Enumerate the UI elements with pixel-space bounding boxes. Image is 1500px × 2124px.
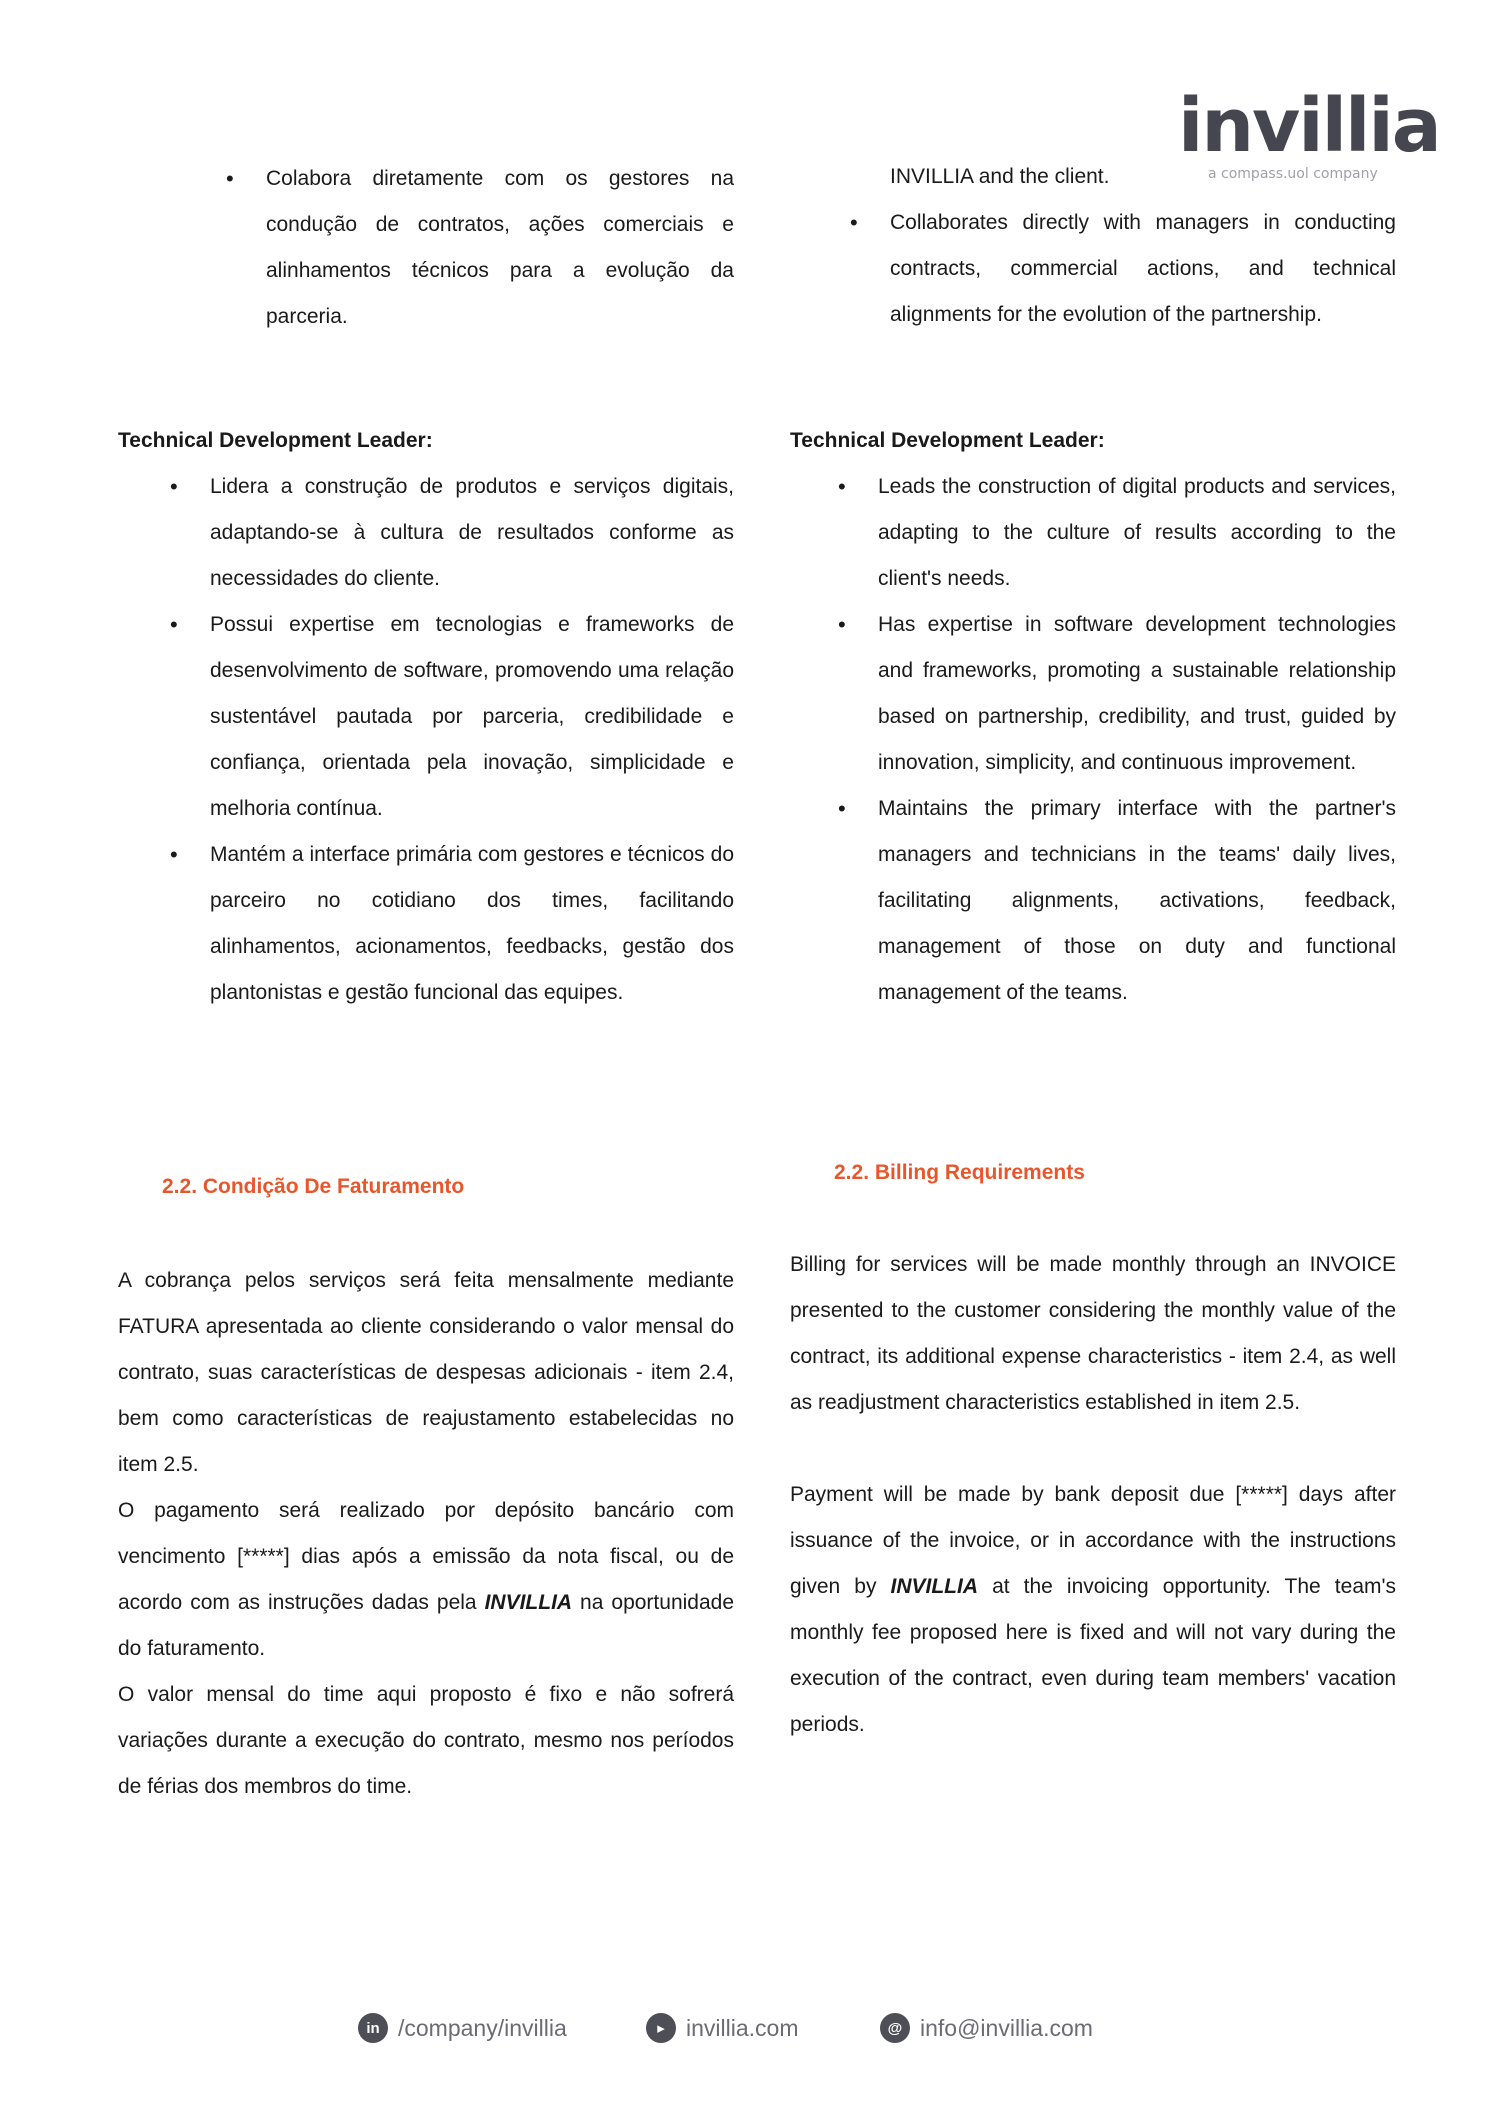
right-leader-bullet-2: • Has expertise in software development technologies and frameworks, promoting a sustainable relationship based on partnership, credibility, and trust, guided by innovation, simplicity, and continuous improvement. — [878, 602, 1396, 786]
left-section-title-block — [162, 1164, 778, 1210]
left-intro — [118, 156, 734, 340]
linkedin-icon: in — [358, 2013, 388, 2043]
cursor-icon: ▸ — [646, 2013, 676, 2043]
footer-email-text: info@invillia.com — [920, 2014, 1093, 2041]
right-leader-heading: Technical Development Leader: — [790, 429, 1105, 452]
footer-email-link[interactable] — [880, 2010, 1093, 2046]
footer-website-text: invillia.com — [686, 2014, 799, 2041]
email-icon: @ — [880, 2013, 910, 2043]
right-intro-continuation: INVILLIA and the client. — [890, 165, 1110, 188]
left-leader-bullet-1: • Lidera a construção de produtos e serviços digitais, adaptando-se à cultura de resultados conforme as necessidades do cliente. — [210, 464, 734, 602]
left-intro-bullet: • Colabora diretamente com os gestores na condução de contratos, ações comerciais e alinhamentos técnicos para a evolução da parceria. — [266, 156, 734, 340]
footer-linkedin-text: /company/invillia — [398, 2014, 567, 2041]
left-leader-section — [118, 418, 734, 1016]
left-intro-list — [118, 156, 734, 340]
left-section-title: 2.2. Condição De Faturamento — [162, 1175, 465, 1198]
right-intro-list — [790, 200, 1396, 338]
logo-tagline: a compass.uol company — [1208, 166, 1378, 182]
right-leader-bullet-1: • Leads the construction of digital products and services, adapting to the culture of results according to the client's needs. — [878, 464, 1396, 602]
left-payment-before: O pagamento será realizado por depósito bancário com vencimento [*****] dias após a emissão da nota fiscal, ou de acordo com as instruções dadas pela — [118, 1499, 734, 1614]
right-leader-bullet-3: • Maintains the primary interface with the partner's managers and technicians in the teams' daily lives, facilitating alignments, activations, feedback, management of those on duty and functional management of the teams. — [878, 786, 1396, 1016]
left-payment-paragraph — [118, 1488, 734, 1672]
left-leader-heading: Technical Development Leader: — [118, 429, 433, 452]
left-billing-section — [118, 1258, 734, 1810]
left-leader-list — [118, 464, 734, 1016]
left-fixed-paragraph: O valor mensal do time aqui proposto é fixo e não sofrerá variações durante a execução do contrato, mesmo nos períodos de férias dos membros do time. — [118, 1683, 734, 1798]
left-leader-bullet-2: • Possui expertise em tecnologias e frameworks de desenvolvimento de software, promovendo uma relação sustentável pautada por parceria, credibilidade e confiança, orientada pela inovação, simplicidade e melhoria contínua. — [210, 602, 734, 832]
right-billing-section — [790, 1242, 1396, 1748]
left-payment-brand: INVILLIA — [484, 1591, 573, 1614]
right-section-title: 2.2. Billing Requirements — [834, 1161, 1085, 1184]
right-payment-brand: INVILLIA — [890, 1575, 979, 1598]
right-billing-paragraph: Billing for services will be made monthly through an INVOICE presented to the customer considering the monthly value of the contract, its additional expense characteristics - item 2.4, as well as readjustment characteristics established in item 2.5. — [790, 1253, 1396, 1414]
page-footer — [0, 2010, 1500, 2050]
left-billing-paragraph: A cobrança pelos serviços será feita mensalmente mediante FATURA apresentada ao cliente considerando o valor mensal do contrato, suas características de despesas adicionais - item 2.4, bem como características de reajustamento estabelecidas no item 2.5. — [118, 1269, 734, 1476]
right-leader-section — [790, 418, 1396, 1016]
right-payment-before: Payment will be made by bank deposit due [*****] days after issuance of the invoice, or in accordance with the instructions given by — [790, 1483, 1396, 1598]
right-intro-bullet: • Collaborates directly with managers in conducting contracts, commercial actions, and technical alignments for the evolution of the partnership. — [890, 200, 1396, 338]
right-leader-list — [790, 464, 1396, 1016]
left-payment-after: na oportunidade do faturamento. — [118, 1591, 735, 1660]
right-payment-paragraph — [790, 1472, 1396, 1748]
right-section-title-block — [834, 1150, 1440, 1196]
logo-wordmark: invillia — [1178, 83, 1440, 169]
footer-website-link[interactable] — [646, 2010, 798, 2046]
right-payment-after: at the invoicing opportunity. The team's monthly fee proposed here is fixed and will not vary during the execution of the contract, even during team members' vacation periods. — [790, 1575, 1396, 1736]
right-intro — [790, 154, 1396, 338]
footer-linkedin-link[interactable] — [358, 2010, 567, 2046]
left-leader-bullet-3: • Mantém a interface primária com gestores e técnicos do parceiro no cotidiano dos times, facilitando alinhamentos, acionamentos, feedbacks, gestão dos plantonistas e gestão funcional das equipes. — [210, 832, 734, 1016]
